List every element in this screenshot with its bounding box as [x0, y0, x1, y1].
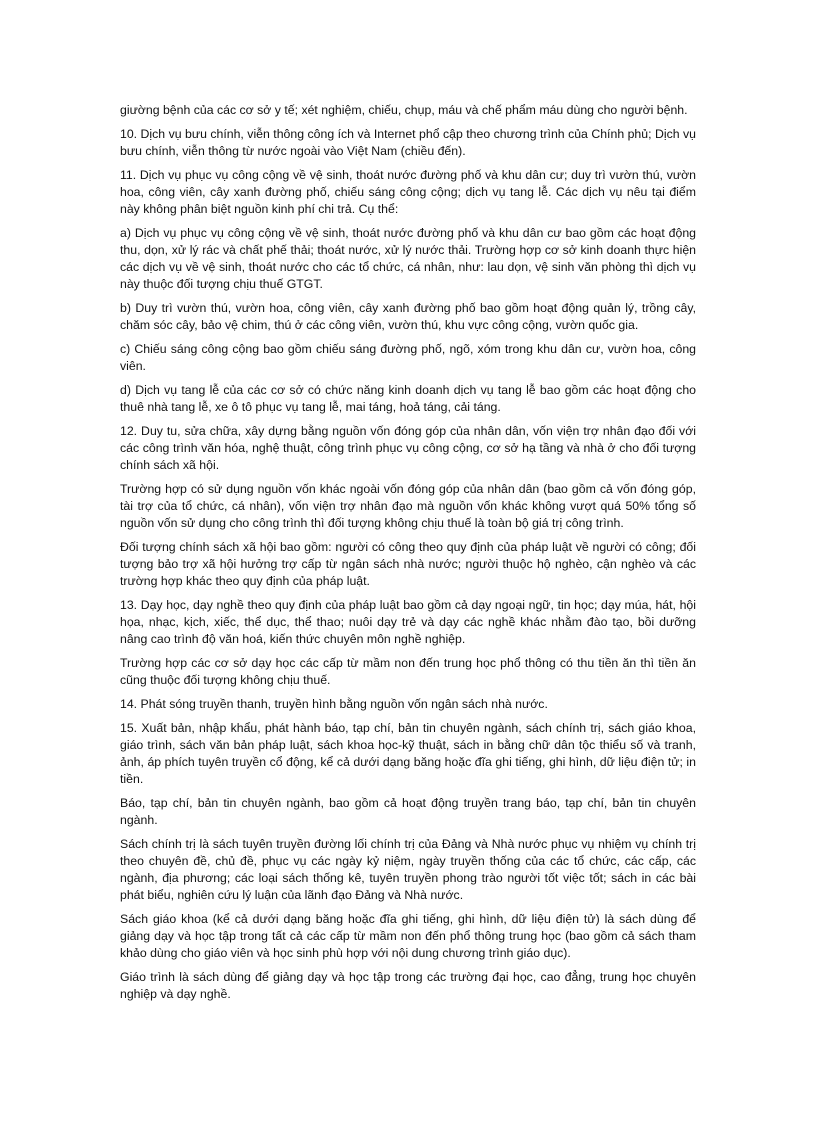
paragraph: giường bệnh của các cơ sở y tế; xét nghiệm, chiếu, chụp, máu và chế phẩm máu dùng cho người bệnh.	[120, 103, 688, 117]
paragraph: 13. Dạy học, dạy nghề theo quy định của pháp luật bao gồm cả dạy ngoại ngữ, tin học; dạy múa, hát, hội họa, nhạc, kịch, xiếc, thể dục, thể thao; nuôi dạy trẻ và dạy các nghề khác nhằm đào tạo, bồi dưỡng nâng cao trình độ văn hoá, kiến thức chuyên môn nghề nghiệp.	[120, 598, 696, 646]
paragraph: Sách giáo khoa (kể cả dưới dạng băng hoặc đĩa ghi tiếng, ghi hình, dữ liệu điện tử) là sách dùng để giảng dạy và học tập trong tất cả các cấp từ mầm non đến phổ thông trung học (bao gồm cả sách tham khảo dùng cho giáo viên và học sinh phù hợp với nội dung chương trình giáo dục).	[120, 912, 696, 960]
paragraph: 10. Dịch vụ bưu chính, viễn thông công ích và Internet phổ cập theo chương trình của Chính phủ; Dịch vụ bưu chính, viễn thông từ nước ngoài vào Việt Nam (chiều đến).	[120, 127, 696, 158]
paragraph: Trường hợp các cơ sở dạy học các cấp từ mầm non đến trung học phổ thông có thu tiền ăn thì tiền ăn cũng thuộc đối tượng không chịu thuế.	[120, 656, 696, 687]
paragraph: 11. Dịch vụ phục vụ công cộng về vệ sinh, thoát nước đường phố và khu dân cư; duy trì vườn thú, vườn hoa, công viên, cây xanh đường phố, chiếu sáng công cộng; dịch vụ tang lễ. Các dịch vụ nêu tại điểm này không phân biệt nguồn kinh phí chi trả. Cụ thể:	[120, 168, 696, 216]
paragraph: 14. Phát sóng truyền thanh, truyền hình bằng nguồn vốn ngân sách nhà nước.	[120, 697, 548, 711]
paragraph: b) Duy trì vườn thú, vườn hoa, công viên, cây xanh đường phố bao gồm hoạt động quản lý, trồng cây, chăm sóc cây, bảo vệ chim, thú ở các công viên, vườn thú, khu vực công cộng, vườn quốc gia.	[120, 301, 696, 332]
paragraph: c) Chiếu sáng công cộng bao gồm chiếu sáng đường phố, ngõ, xóm trong khu dân cư, vườn hoa, công viên.	[120, 342, 696, 373]
paragraph: Báo, tạp chí, bản tin chuyên ngành, bao gồm cả hoạt động truyền trang báo, tạp chí, bản tin chuyên ngành.	[120, 796, 696, 827]
document-body	[120, 102, 696, 1010]
paragraph: d) Dịch vụ tang lễ của các cơ sở có chức năng kinh doanh dịch vụ tang lễ bao gồm các hoạt động cho thuê nhà tang lễ, xe ô tô phục vụ tang lễ, mai táng, hoả táng, cải táng.	[120, 383, 696, 414]
paragraph: Sách chính trị là sách tuyên truyền đường lối chính trị của Đảng và Nhà nước phục vụ nhiệm vụ chính trị theo chuyên đề, chủ đề, phục vụ các ngày kỷ niệm, ngày truyền thống của các tổ chức, các cấp, các ngành, địa phương; các loại sách thống kê, tuyên truyền phong trào người tốt việc tốt; sách in các bài phát biểu, nghiên cứu lý luận của lãnh đạo Đảng và Nhà nước.	[120, 837, 696, 902]
paragraph: Giáo trình là sách dùng để giảng dạy và học tập trong các trường đại học, cao đẳng, trung học chuyên nghiệp và dạy nghề.	[120, 970, 696, 1001]
paragraph: a) Dịch vụ phục vụ công cộng về vệ sinh, thoát nước đường phố và khu dân cư bao gồm các hoạt động thu, dọn, xử lý rác và chất phế thải; thoát nước, xử lý nước thải. Trường hợp cơ sở kinh doanh thực hiện các dịch vụ về vệ sinh, thoát nước cho các tổ chức, cá nhân, như: lau dọn, vệ sinh văn phòng thì dịch vụ này thuộc đối tượng chịu thuế GTGT.	[120, 226, 696, 291]
paragraph: 15. Xuất bản, nhập khẩu, phát hành báo, tạp chí, bản tin chuyên ngành, sách chính trị, sách giáo khoa, giáo trình, sách văn bản pháp luật, sách khoa học-kỹ thuật, sách in bằng chữ dân tộc thiểu số và tranh, ảnh, áp phích tuyên truyền cổ động, kể cả dưới dạng băng hoặc đĩa ghi tiếng, ghi hình, dữ liệu điện tử; in tiền.	[120, 721, 696, 786]
paragraph: Trường hợp có sử dụng nguồn vốn khác ngoài vốn đóng góp của nhân dân (bao gồm cả vốn đóng góp, tài trợ của tổ chức, cá nhân), vốn viện trợ nhân đạo mà nguồn vốn khác không vượt quá 50% tổng số nguồn vốn sử dụng cho công trình thì đối tượng không chịu thuế là toàn bộ giá trị công trình.	[120, 482, 696, 530]
paragraph: Đối tượng chính sách xã hội bao gồm: người có công theo quy định của pháp luật về người có công; đối tượng bảo trợ xã hội hưởng trợ cấp từ ngân sách nhà nước; người thuộc hộ nghèo, cận nghèo và các trường hợp khác theo quy định của pháp luật.	[120, 540, 696, 588]
paragraph: 12. Duy tu, sửa chữa, xây dựng bằng nguồn vốn đóng góp của nhân dân, vốn viện trợ nhân đạo đối với các công trình văn hóa, nghệ thuật, công trình phục vụ công cộng, cơ sở hạ tầng và nhà ở cho đối tượng chính sách xã hội.	[120, 424, 696, 472]
